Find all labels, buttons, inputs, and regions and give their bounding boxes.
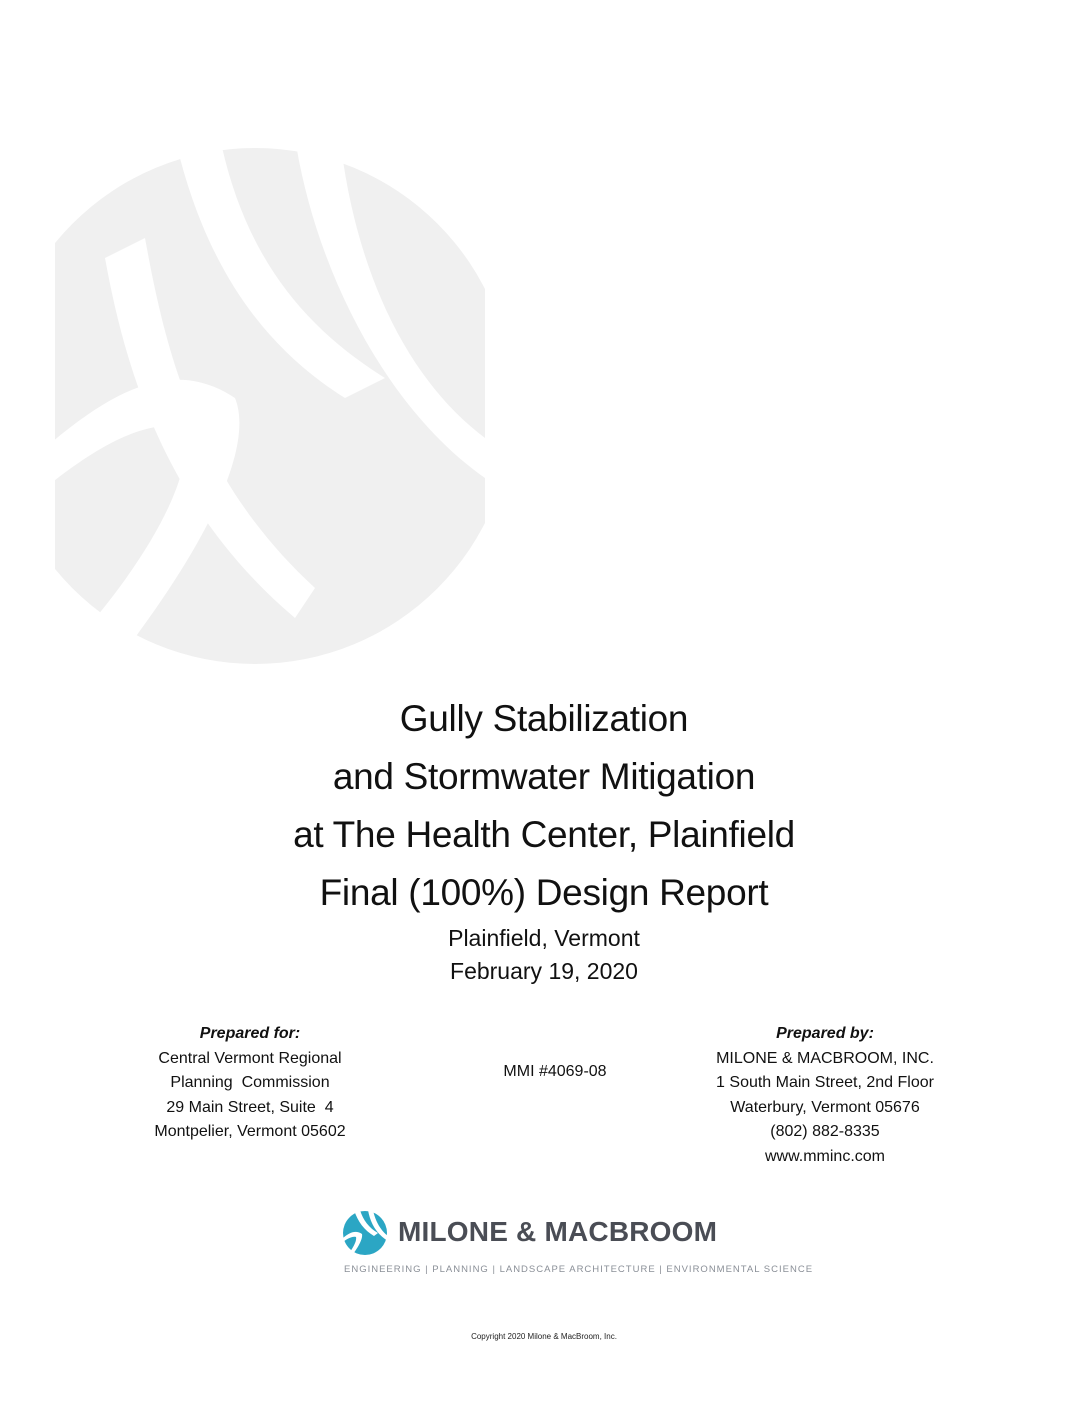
report-title-line: Final (100%) Design Report bbox=[319, 872, 769, 913]
prepared-by-line: MILONE & MACBROOM, INC. bbox=[716, 1049, 934, 1067]
logo-mark-icon bbox=[342, 1208, 388, 1258]
prepared-by-line: 1 South Main Street, 2nd Floor bbox=[716, 1074, 934, 1091]
project-number: MMI #4069-08 bbox=[503, 1063, 607, 1080]
prepared-by-line: Waterbury, Vermont 05676 bbox=[730, 1098, 920, 1116]
report-location: Plainfield, Vermont bbox=[448, 925, 640, 951]
copyright-notice: Copyright 2020 Milone & MacBroom, Inc. bbox=[471, 1332, 617, 1341]
prepared-by-line: (802) 882-8335 bbox=[770, 1123, 880, 1140]
report-title-line: Gully Stabilization bbox=[399, 698, 689, 739]
prepared-for-line: Montpelier, Vermont 05602 bbox=[154, 1123, 346, 1140]
logo-name: MILONE & MACBROOM bbox=[398, 1216, 718, 1247]
title-block bbox=[0, 690, 1088, 988]
prepared-for-line: Planning Commission bbox=[170, 1074, 330, 1091]
report-title-line: and Stormwater Mitigation bbox=[332, 756, 756, 797]
prepared-by-heading: Prepared by: bbox=[776, 1025, 874, 1042]
company-logo bbox=[340, 1208, 814, 1288]
prepared-for-block bbox=[125, 1022, 375, 1145]
report-title-line: at The Health Center, Plainfield bbox=[293, 814, 795, 855]
prepared-for-heading: Prepared for: bbox=[199, 1025, 301, 1042]
logo-watermark-icon bbox=[55, 148, 485, 664]
logo-tagline: ENGINEERING | PLANNING | LANDSCAPE ARCHITECTURE | ENVIRONMENTAL SCIENCE bbox=[344, 1264, 814, 1275]
prepared-for-line: 29 Main Street, Suite 4 bbox=[166, 1098, 334, 1116]
website-link[interactable]: www.mminc.com bbox=[764, 1147, 885, 1165]
prepared-by-block bbox=[690, 1022, 960, 1169]
prepared-for-line: Central Vermont Regional bbox=[158, 1049, 342, 1067]
report-date: February 19, 2020 bbox=[450, 958, 638, 984]
